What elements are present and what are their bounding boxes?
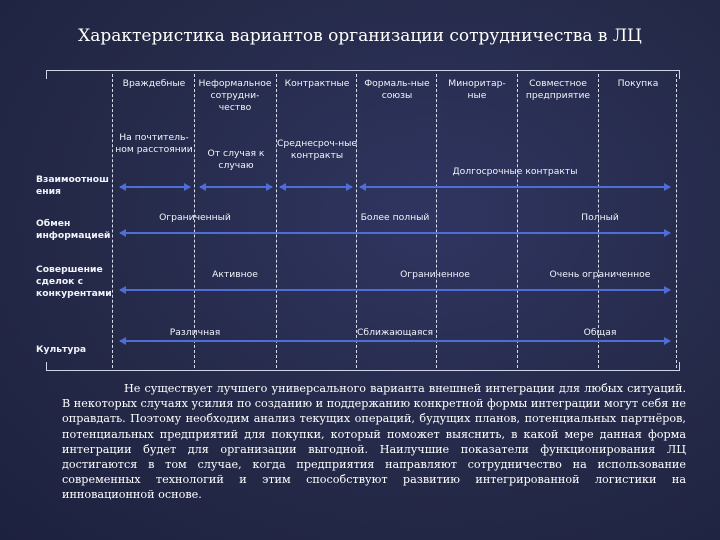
cell-deals-limited: Ограниченное bbox=[400, 269, 470, 280]
column-header-hostile: Враждебные bbox=[122, 78, 186, 89]
cell-info-fuller: Более полный bbox=[360, 212, 430, 223]
column-header-informal: Неформальное сотрудни-чество bbox=[198, 78, 272, 113]
column-header-joint: Совместное предприятие bbox=[525, 78, 591, 101]
row-label-culture: Культура bbox=[36, 344, 87, 355]
arrow-long-contracts bbox=[360, 186, 670, 188]
column-header-contract: Контрактные bbox=[284, 78, 350, 89]
cell-deals-very-limited: Очень ограниченное bbox=[549, 269, 651, 280]
row-label-info: Обмен информацией bbox=[36, 218, 111, 241]
cell-arms-length: На почтитель-ном расстоянии bbox=[115, 132, 193, 155]
row-label-deals: Совершение сделок с конкурентами bbox=[36, 264, 112, 299]
arrow-case-by-case bbox=[200, 186, 272, 188]
arrow-arms-length bbox=[120, 186, 190, 188]
column-divider bbox=[517, 74, 518, 368]
cell-culture-converging: Сближающаяся bbox=[357, 327, 433, 338]
column-header-formal: Формаль-ные союзы bbox=[364, 78, 430, 101]
column-divider bbox=[276, 74, 277, 368]
cell-culture-different: Различная bbox=[169, 327, 221, 338]
slide-title: Характеристика вариантов организации сотрудничества в ЛЦ bbox=[78, 26, 642, 46]
arrow-info bbox=[120, 232, 670, 234]
frame-bottom-bracket bbox=[46, 362, 680, 371]
body-paragraph: Не существует лучшего универсального варианта внешней интеграции для любых ситуаций. В некоторых случаях усилия по созданию и поддержанию конкретной формы интеграции могут себя не оправдать. Поэтому необходим анализ текущих операций, будущих планов, потенциальных партнёров, потенциальных предприятий для покупки, который поможет выяснить, в какой мере данная форма интеграции будет для организации выгодной. Наилучшие показатели функционирования ЛЦ достигаются в том случае, когда предприятия направляют сотрудничество на использование современных технологий и этим способствуют развитию интегрированной логистики на инновационной основе. bbox=[62, 382, 686, 502]
row-label-relations: Взаимоотнош ения bbox=[36, 174, 109, 197]
arrow-deals bbox=[120, 289, 670, 291]
cell-info-full: Полный bbox=[581, 212, 619, 223]
cell-info-limited: Ограниченный bbox=[159, 212, 231, 223]
cell-mid-contracts: Среднесроч-ные контракты bbox=[276, 138, 358, 161]
column-divider bbox=[676, 74, 677, 368]
column-header-minority: Миноритар-ные bbox=[448, 78, 506, 101]
cell-case-by-case: От случая к случаю bbox=[207, 148, 265, 171]
arrow-culture bbox=[120, 340, 670, 342]
cell-culture-common: Общая bbox=[583, 327, 617, 338]
arrow-mid-contracts bbox=[280, 186, 352, 188]
column-header-purchase: Покупка bbox=[617, 78, 659, 89]
cell-long-contracts: Долгосрочные контракты bbox=[452, 166, 578, 177]
cell-deals-active: Активное bbox=[212, 269, 258, 280]
